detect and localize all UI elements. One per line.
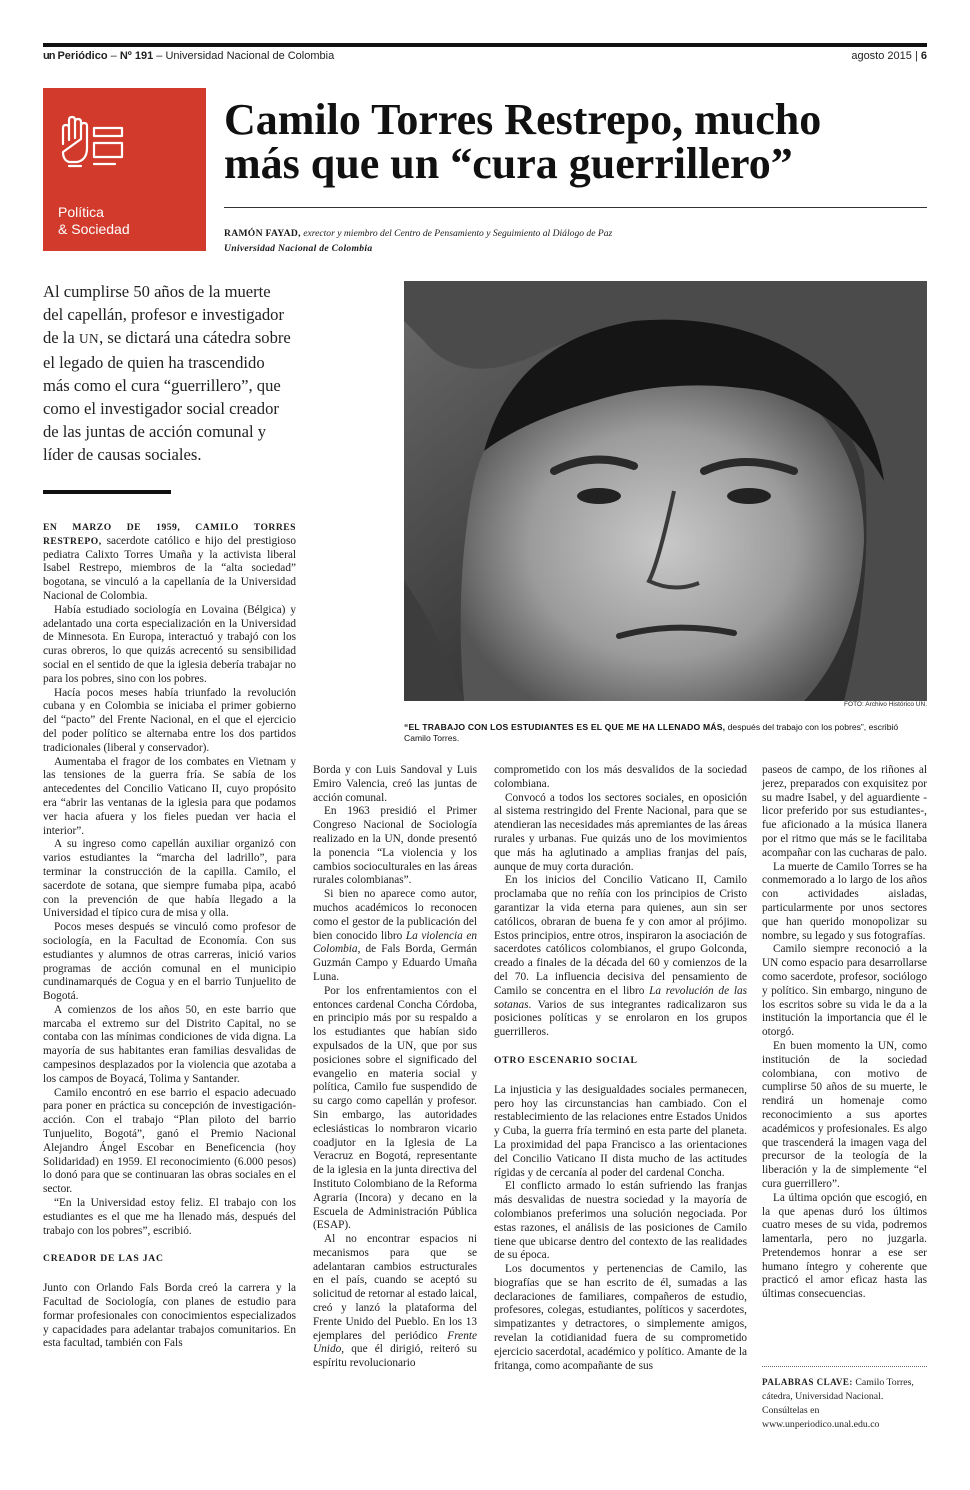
paragraph: En los inicios del Concilio Vaticano II, Camilo proclamaba que no reñía con los principios de Cristo garantizar la vida eterna para quienes, aun sin ser católicos, obraran de buena fe y con amor al prójimo. Estos principios, entre otros, inspiraron la asociación de sacerdotes católicos colombianos, el grupo Golconda, creado a finales de la década del 60 y comienzos de la del 70. La influencia decisiva del pensamiento de Camilo se concentra en el libro La revolución de las sotanas. Varios de sus integrantes radicalizaron sus posiciones políticas y se enrolaron en los grupos guerrilleros.: [494, 874, 748, 1039]
issue-number: Nº 191: [119, 50, 154, 62]
paragraph: La última opción que escogió, en la que apenas duró los últimos cuatro meses de su vida, podremos lamentarla, pero no juzgarla. Pretendemos honrar a ese ser humano íntegro y coherente que practicó el amor eficaz hasta las últimas consecuencias.: [762, 1191, 927, 1301]
article-column-1: [43, 521, 296, 1351]
paragraph: Había estudiado sociología en Lovaina (Bélgica) y adelantado una corta especialización en la Universidad de Minnesota. En Europa, interactuó y trabajó con los curas obreros, lo que quizás acrecentó su sensibilidad social en el sentido de que la iglesia debería trabajar no para los pobres, sino con los pobres.: [43, 603, 296, 685]
lead-rule: [43, 490, 171, 494]
keywords-label: PALABRAS CLAVE:: [762, 1377, 853, 1387]
page-title: Camilo Torres Restrepo, mucho más que un “cura guerrillero”: [224, 95, 822, 188]
paragraph: EN MARZO DE 1959, CAMILO TORRES RESTREPO, sacerdote católico e hijo del prestigioso pediatra Calixto Torres Umaña y la activista liberal Isabel Restrepo, miembros de la “alta sociedad” bogotana, se vinculó a la capellanía de la Universidad Nacional de Colombia.: [43, 522, 296, 602]
top-rule: [43, 43, 927, 47]
paragraph: Al no encontrar espacios ni mecanismos para que se adelantaran cambios estructurales en el país, cuando se aceptó su solicitud de retornar al estado laical, creó y lanzó la plataforma del Frente Unido del Pueblo. En los 13 ejemplares del periódico Frente Unido, que él dirigió, reiteró su espíritu revolucionario: [313, 1233, 477, 1370]
article-column-3: [494, 764, 747, 1373]
paragraph: Borda y con Luis Sandoval y Luis Emiro Valencia, creó las juntas de acción comunal.: [313, 764, 477, 804]
paragraph: paseos de campo, de los riñones al jerez, preparados con exquisitez por su madre Isabel, y del aguardiente -licor preferido por sus estudiantes-, fue aficionado a la música llanera por el ritmo que más se le facilitaba acompañar con las cucharas de palo.: [762, 764, 927, 859]
paragraph: Convocó a todos los sectores sociales, en oposición al sistema restringido del Frente Nacional, para que se atendieran las necesidades más apremiantes de las áreas rurales y urbanas. Fue quizás uno de los movimientos que más ha aglutinado a amplias franjas del país, aunque de muy corta duración.: [494, 791, 747, 873]
article-column-4: [762, 764, 927, 1302]
author-role: exrector y miembro del Centro de Pensamiento y Seguimiento al Diálogo de Paz: [303, 228, 613, 239]
keywords-box: [762, 1366, 927, 1432]
byline: [224, 226, 924, 256]
paragraph: Los documentos y pertenencias de Camilo, las biografías que se han escrito de él, sumadas a las declaraciones de familiares, compañeros de estudio, profesores, colegas, estudiantes, políticos y sacerdotes, simpatizantes y detractores, o simplemente amigos, revelan la cotidianidad fuera de su comprometido ejercicio sacerdotal, académico y político. Amante de la fritanga, como acompañante de sus: [494, 1263, 747, 1372]
page-number: 6: [920, 50, 927, 62]
paragraph: El conflicto armado lo están sufriendo las franjas más desvalidas de nuestra sociedad y la mayoría de colombianos preferimos una solución negociada. Por estas razones, el análisis de las posiciones de Camilo tiene que ubicarse dentro del contexto de las realidades de su época.: [494, 1180, 747, 1262]
paragraph: En buen momento la UN, como institución de la sociedad colombiana, con motivo de cumplirse 50 años de su muerte, le rendirá un homenaje como reconocimiento a sus aportes académicos y profesionales. Es algo que trascenderá la imagen vaga del precursor de la teología de la liberación y la de simplemente “el cura guerrillero”.: [762, 1039, 927, 1190]
camilo-torres-portrait: [404, 281, 927, 701]
paragraph: La muerte de Camilo Torres se ha conmemorado a lo largo de los años con actividades aisladas, particularmente por unos sectores que han querido monopolizar su nombre, su legado y sus fotografías.: [762, 860, 927, 942]
section-label: Política & Sociedad: [58, 204, 130, 237]
photo-credit: FOTO: Archivo Histórico UN.: [844, 701, 927, 708]
paragraph: “En la Universidad estoy feliz. El trabajo con los estudiantes es el que me ha llenado más, después del trabajo con los pobres”, escribió.: [43, 1197, 296, 1237]
paragraph: En 1963 presidió el Primer Congreso Nacional de Sociología realizado en la UN, donde presentó la ponencia “La violencia y los cambios socioculturales en las áreas rurales colombianas”.: [313, 805, 477, 887]
paragraph: Camilo siempre reconoció a la UN como espacio para desarrollarse como sacerdote, profesor, sociólogo y político. Sin embargo, ninguno de los escritos sobre su vida le da a la institución la importancia que él le otorgó.: [762, 943, 927, 1039]
newspaper-title: Frente Unido: [313, 1329, 477, 1356]
paragraph: A su ingreso como capellán auxiliar organizó con varios estudiantes la “marcha del ladrillo”, para terminar la construcción de la capilla. Camilo, el sacerdote de sotana, que siempre fumaba pipa, acabó con la prevención de que había llegado a la Universidad el típico cura de misa y olla.: [43, 838, 296, 920]
author-name: RAMÓN FAYAD,: [224, 228, 301, 239]
masthead-left: un Periódico – Nº 191 – Universidad Nacional de Colombia: [43, 50, 335, 62]
masthead-right: agosto 2015 | 6: [851, 50, 927, 62]
paragraph: Junto con Orlando Fals Borda creó la carrera y la Facultad de Sociología, con planes de estudio para formar profesionales con conocimientos especializados y capacidades para adelantar trabajos comunitarios. En esta facultad, también con Fals: [43, 1282, 296, 1350]
portrait-photo: [404, 281, 927, 701]
paragraph: Pocos meses después se vinculó como profesor de sociología, en la Facultad de Economía. Con sus estudiantes y alumnos de otras carreras, inició varios programas de acción comunal en el municipio cundinamarqués de Cogua y en el barrio Tunjuelito de Bogotá.: [43, 921, 296, 1003]
headline-rule: [224, 207, 927, 208]
paragraph: Hacía pocos meses había triunfado la revolución cubana y en Colombia se iniciaba el primer gobierno del “pacto” del Frente Nacional, en el que el ejercicio del poder político se alternaba entre los dos partidos tradicionales (liberal y conservador).: [43, 686, 296, 754]
paragraph: comprometido con los más desvalidos de la sociedad colombiana.: [494, 764, 747, 790]
lead-paragraph: Al cumplirse 50 años de la muerte del capellán, profesor e investigador de la UN, se dictará una cátedra sobre el legado de quien ha trascendido más como el cura “guerrillero”, que como el investigador social creador de las juntas de acción comunal y líder de causas sociales.: [43, 282, 291, 465]
issue-date: agosto 2015: [851, 50, 912, 62]
paragraph: A comienzos de los años 50, en este barrio que marcaba el extremo sur del Distrito Capital, no se contaba con las mínimas condiciones de vida digna. La mayoría de sus habitantes eran familias desvalidas de campesinos desplazados por la violencia que azotaba a los campos de Boyacá, Tolima y Santander.: [43, 1003, 296, 1085]
paragraph: Aumentaba el fragor de los combates en Vietnam y las tensiones de la guerra fría. Se sabía de los antecedentes del Concilio Vaticano II, cuyo propósito era “abrir las ventanas de la iglesia para que podamos ver hacia afuera y los fieles puedan ver hacia el interior”.: [43, 755, 296, 837]
university-name: Universidad Nacional de Colombia: [165, 50, 335, 62]
masthead: [43, 50, 927, 66]
author-institution: Universidad Nacional de Colombia: [224, 243, 373, 254]
book-title: La violencia en Colombia: [313, 929, 477, 956]
hand-document-icon: [57, 114, 127, 174]
paragraph: Camilo encontró en ese barrio el espacio adecuado para poner en práctica su concepción de investigación-acción. Con el trabajo “Plan piloto del barrio Tunjuelito, Bogotá”, ganó el Premio Nacional Alejandro Ángel Escobar en Beneficencia (hoy Solidaridad) en 1959. El reconocimiento (6.000 pesos) lo donó para que se continuaran las obras sociales en el sector.: [43, 1086, 296, 1196]
paragraph: La injusticia y las desigualdades sociales permanecen, pero hoy las circunstancias han cambiado. Con el restablecimiento de las relaciones entre Estados Unidos y Cuba, la guerra fría terminó en esta parte del planeta. La proximidad del papa Francisco a las orientaciones del Concilio Vaticano II dista mucho de las actitudes rígidas y de cercanía al poder del cardenal Concha.: [494, 1083, 747, 1179]
article-column-2: [313, 764, 477, 1371]
book-title: La revolución de las sotanas: [494, 984, 748, 1011]
publication-name: Periódico: [57, 50, 108, 62]
section-badge: [43, 88, 206, 251]
photo-caption: “EL TRABAJO CON LOS ESTUDIANTES ES EL QUE ME HA LLENADO MÁS, después del trabajo con los pobres”, escribió Camilo Torres.: [404, 722, 899, 743]
subheading: OTRO ESCENARIO SOCIAL: [494, 1054, 638, 1066]
paragraph: Si bien no aparece como autor, muchos académicos lo reconocen como el gestor de la publicación del bien conocido libro La violencia en Colombia, de Fals Borda, Germán Guzmán Campo y Eduardo Umaña Luna.: [313, 888, 477, 983]
subheading: CREADOR DE LAS JAC: [43, 1253, 164, 1265]
paragraph: Por los enfrentamientos con el entonces cardenal Concha Córdoba, en principio más por su respaldo a los estudiantes que habían sido expulsados de la UN, que por sus posiciones sobre el significado del evangelio en materia social y política, Camilo fue suspendido de su cargo como capellán y profesor. Sin embargo, las autoridades eclesiásticas lo nombraron vicario coadjutor en la Iglesia de La Veracruz en Bogotá, representante de la iglesia en la junta directiva del Instituto Colombiano de la Reforma Agraria (Incora) y decano en la Escuela de Administración Pública (ESAP).: [313, 984, 477, 1232]
keywords-text: Camilo Torres, cátedra, Universidad Nacional. Consúltelas en www.unperiodico.unal.edu.co: [762, 1377, 914, 1430]
un-logo: un: [43, 50, 55, 62]
